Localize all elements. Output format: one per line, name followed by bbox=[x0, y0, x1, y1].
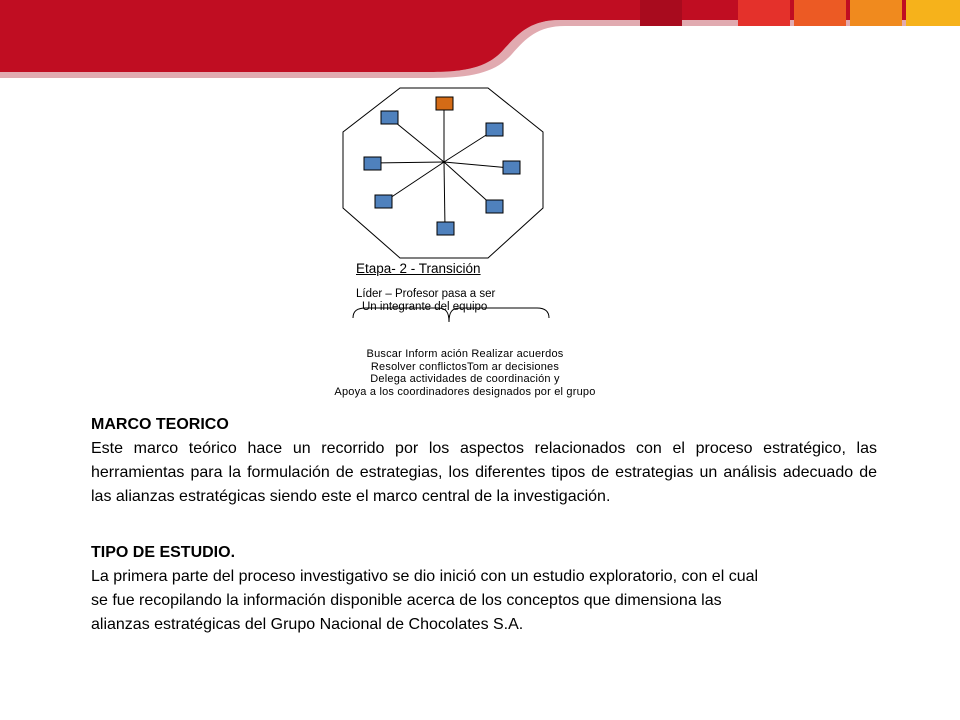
header-swatch-4 bbox=[850, 0, 902, 26]
section-heading: TIPO DE ESTUDIO. bbox=[91, 544, 236, 561]
action-line: Delega actividades de coordinación y bbox=[370, 373, 560, 385]
section-body-line: se fue recopilando la información disponible acerca de los conceptos que dimensiona las bbox=[91, 592, 722, 609]
action-line: Resolver conflictosTom ar decisiones bbox=[370, 360, 560, 373]
stage-subtitle-line: Un integrante del equipo bbox=[362, 301, 488, 313]
header-swatch-5 bbox=[906, 0, 960, 26]
tipo-estudio-section bbox=[91, 541, 877, 637]
member-node bbox=[375, 195, 392, 208]
header-band bbox=[0, 0, 960, 80]
header-swatch-2 bbox=[738, 0, 790, 26]
section-heading: MARCO TEORICO bbox=[91, 416, 229, 433]
member-node bbox=[381, 111, 398, 124]
stage-title: Etapa- 2 - Transición bbox=[356, 261, 481, 276]
leader-node bbox=[436, 97, 453, 110]
member-node bbox=[503, 161, 520, 174]
section-body: Este marco teórico hace un recorrido por los aspectos relacionados con el proceso estratégico, las herramientas para la formulación de estrategias, los diferentes tipos de estrategias un análisis adecuado de las alianzas estratégicas siendo este el marco central de la investigación. bbox=[91, 440, 877, 505]
section-body-line: alianzas estratégicas del Grupo Nacional de Chocolates S.A. bbox=[91, 616, 524, 633]
stage-subtitle-line: Líder – Profesor pasa a ser bbox=[356, 288, 496, 300]
header-swatch-1 bbox=[640, 0, 682, 26]
member-node bbox=[486, 123, 503, 136]
member-node bbox=[437, 222, 454, 235]
member-node bbox=[364, 157, 381, 170]
member-node bbox=[486, 200, 503, 213]
action-line: Apoya a los coordinadores designados por el grupo bbox=[334, 385, 596, 398]
action-line: Buscar Inform ación Realizar acuerdos bbox=[366, 348, 564, 360]
marco-teorico-section bbox=[91, 413, 877, 509]
stage-subtitle bbox=[356, 288, 556, 314]
section-body-line: La primera parte del proceso investigativo se dio inició con un estudio exploratorio, con el cual bbox=[91, 568, 759, 585]
header-swatch-3 bbox=[794, 0, 846, 26]
stage-actions bbox=[305, 348, 625, 398]
